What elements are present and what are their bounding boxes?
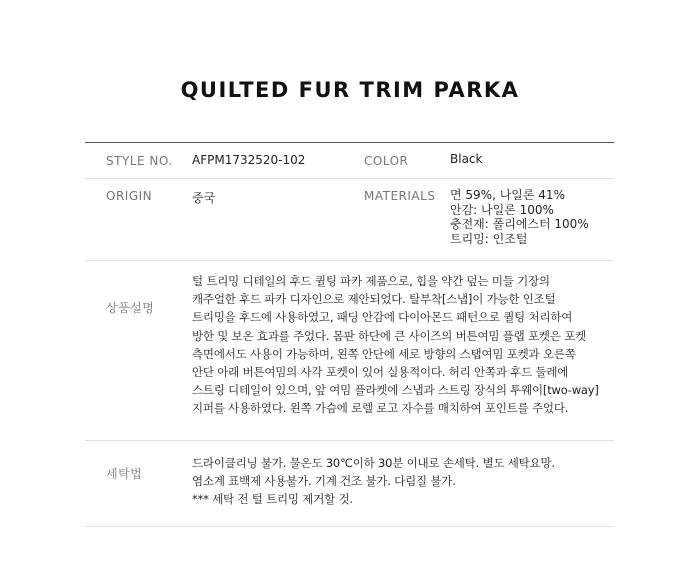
style-no-label: STYLE NO. [106, 154, 173, 168]
description-line: 털 트리밍 디테일의 후드 퀼팅 파카 제품으로, 힙을 약간 덮는 미들 기장의 [192, 274, 550, 288]
materials-line: 면 59%, 나일론 41% [450, 188, 565, 202]
spec-row-care [85, 441, 614, 527]
origin-value: 중국 [192, 191, 216, 205]
color-value: Black [450, 152, 483, 166]
description-line: 캐주얼한 후드 파카 디자인으로 제안되었다. 탈부착[스냅]이 가능한 인조털 [192, 292, 556, 307]
product-title: QUILTED FUR TRIM PARKA [180, 78, 520, 102]
description-text [192, 272, 614, 418]
description-line: 안단 아래 버튼여밈의 사각 포켓이 있어 실용적이다. 허리 안쪽과 후드 둘레에 [192, 365, 569, 380]
care-line: 드라이클리닝 불가. 물온도 30℃이하 30분 이내로 손세탁. 별도 세탁요망. [192, 456, 555, 470]
spec-table [85, 142, 614, 527]
spec-row-style-color [85, 143, 614, 179]
origin-label: ORIGIN [106, 189, 153, 203]
color-label: COLOR [364, 154, 409, 168]
description-line: 측면에서도 사용이 가능하며, 왼쪽 안단에 세로 방향의 스탭여밈 포켓과 오른쪽 [192, 346, 576, 361]
description-line: 지퍼를 사용하였다. 왼쪽 가슴에 로렐 로고 자수를 매치하여 포인트를 주었다. [192, 401, 569, 416]
care-line: 염소계 표백제 사용불가. 기계 건조 불가. 다림질 불가. [192, 474, 456, 489]
spec-row-origin-materials [85, 179, 614, 261]
materials-value [450, 188, 589, 246]
materials-line: 충전재: 폴리에스터 100% [450, 217, 589, 231]
materials-line: 안감: 나일론 100% [450, 202, 554, 217]
style-no-value: AFPM1732520-102 [192, 153, 306, 167]
materials-line: 트리밍: 인조털 [450, 231, 528, 246]
care-line: *** 세탁 전 털 트리밍 제거할 것. [192, 492, 353, 507]
care-text [192, 454, 614, 509]
spec-row-description [85, 261, 614, 441]
description-line: 방한 및 보온 효과를 주었다. 몸판 하단에 큰 사이즈의 버튼여밈 플랩 포켓은 포켓 [192, 328, 587, 343]
description-label: 상품설명 [106, 301, 155, 315]
description-line: 스트링 디테일이 있으며, 앞 여밈 플라켓에 스냅과 스트링 장식의 투웨이[two-way] [192, 383, 599, 398]
care-label: 세탁법 [106, 467, 143, 481]
description-line: 트리밍을 후드에 사용하였고, 패딩 안감에 다이아몬드 패턴으로 퀼팅 처리하여 [192, 310, 573, 325]
materials-label: MATERIALS [364, 189, 436, 203]
